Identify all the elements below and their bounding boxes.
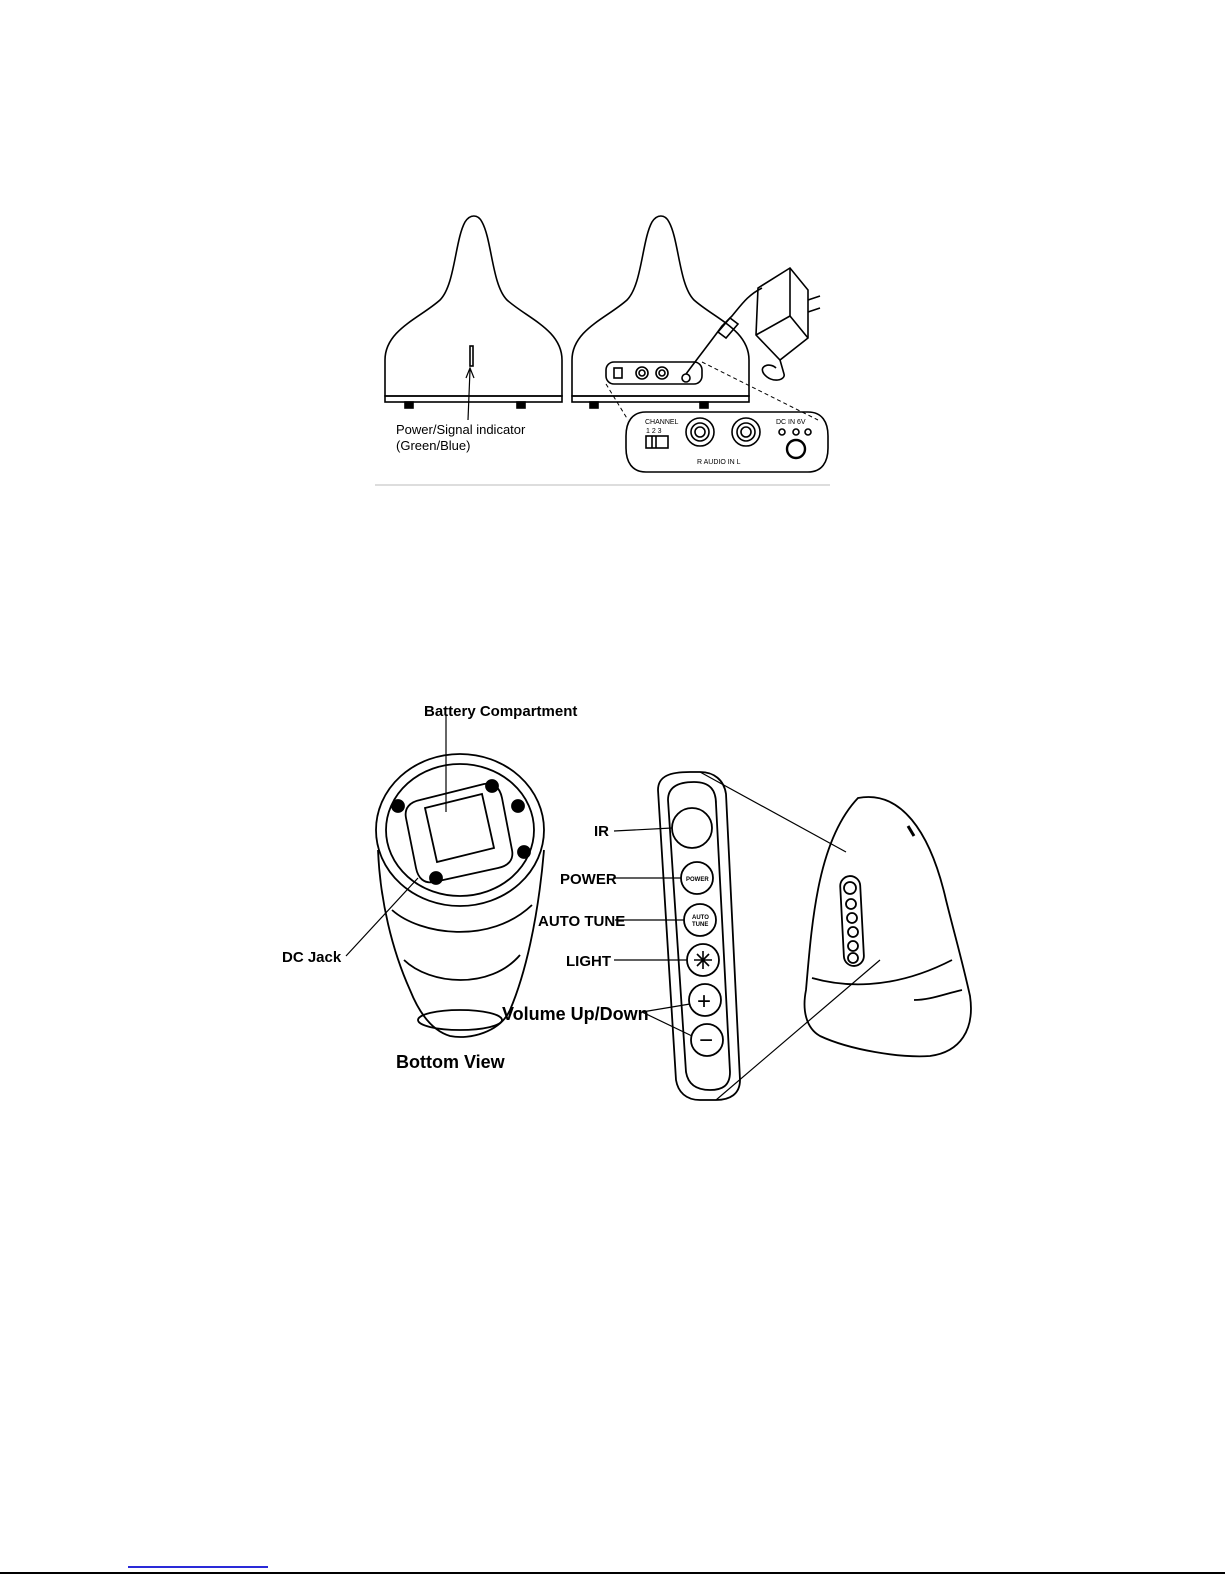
power-label: POWER <box>560 871 617 888</box>
adapter-cable <box>686 288 762 374</box>
auto-tune-label: AUTO TUNE <box>538 913 626 930</box>
indicator-label-line1: Power/Signal indicator <box>396 422 526 437</box>
ir-label: IR <box>594 823 609 840</box>
transmitter-front-base <box>385 396 562 402</box>
light-icon <box>694 951 712 969</box>
minus-icon: − <box>699 1027 714 1054</box>
transmitter-back-body <box>572 216 749 396</box>
indicator-label-line2: (Green/Blue) <box>396 438 471 453</box>
footer-link-underline[interactable] <box>128 1566 268 1568</box>
power-signal-indicator <box>470 346 473 366</box>
dc-in-jack <box>787 440 805 458</box>
battery-compartment <box>406 784 513 883</box>
light-label: LIGHT <box>566 953 611 970</box>
power-adapter <box>756 268 808 360</box>
panel-audio-label: R AUDIO IN L <box>697 459 741 466</box>
footer-rule <box>0 1572 1225 1574</box>
speaker-figure <box>346 714 971 1100</box>
ir-window <box>672 808 712 848</box>
plus-icon: + <box>697 988 712 1015</box>
dc-jack-label: DC Jack <box>282 949 342 966</box>
speaker-side-body <box>805 797 971 1056</box>
bottom-view-label: Bottom View <box>396 1052 505 1072</box>
panel-channel-numbers: 1 2 3 <box>646 428 662 435</box>
battery-compartment-label: Battery Compartment <box>424 703 578 720</box>
auto-button-text: AUTO <box>692 915 709 921</box>
tune-button-text: TUNE <box>692 922 709 928</box>
panel-channel-label: CHANNEL <box>645 419 679 426</box>
channel-switch <box>646 436 668 448</box>
volume-label: Volume Up/Down <box>502 1004 649 1024</box>
speaker-bottom-rim <box>376 754 544 906</box>
panel-dc-label: DC IN 6V <box>776 419 806 426</box>
transmitter-front-body <box>385 216 562 396</box>
power-button-text: POWER <box>686 877 709 883</box>
